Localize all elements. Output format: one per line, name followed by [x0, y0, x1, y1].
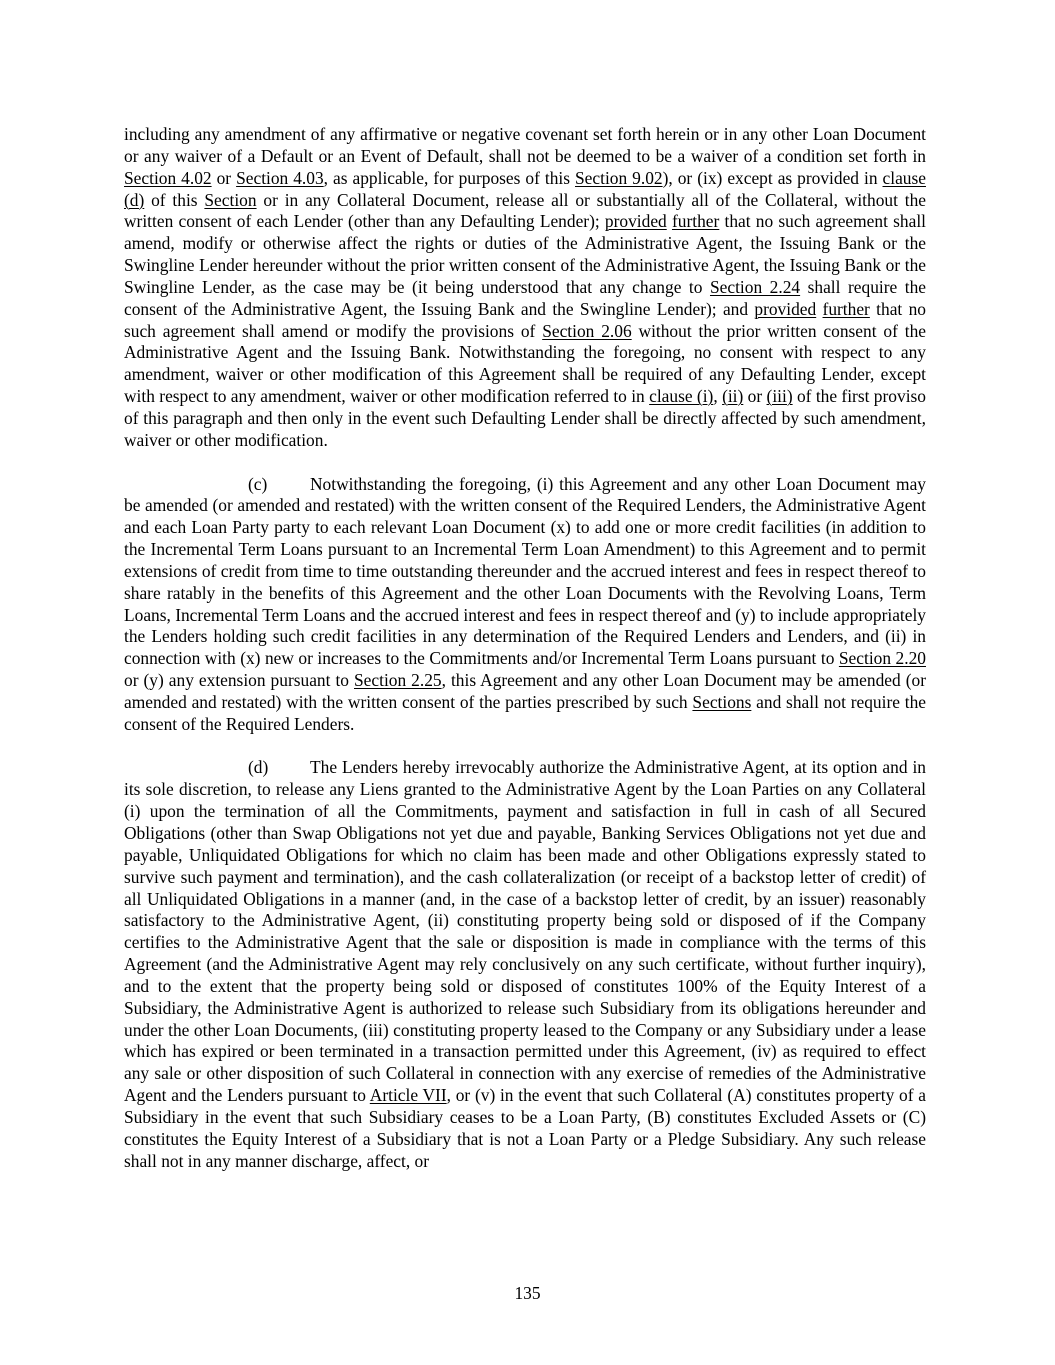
section-reference: Section 2.25 — [354, 670, 442, 691]
paragraph-c: (c) Notwithstanding the foregoing, (i) this Agreement and any other Loan Document may be amended (or amended and restated) with the written consent of the Required Lenders, the Administrative Agent and each Loan Party party to each relevant Loan Document (x) to add one or more credit facilities (in addition to the Incremental Term Loans pursuant to an Incremental Term Loan Amendment) to this Agreement and to permit extensions of credit from time to time outstanding thereunder and the accrued interest and fees in respect thereof to share ratably in the benefits of this Agreement and the other Loan Documents with the Revolving Loans, Term Loans, Incremental Term Loans and the accrued interest and fees in respect thereof and (y) to include appropriately the Lenders holding such credit facilities in any determination of the Required Lenders and Lenders, and (ii) in connection with (x) new or increases to the Commitments and/or Incremental Term Loans pursuant to Section 2.20 or (y) any extension pursuant to Section 2.25, this Agreement and any other Loan Document may be amended (or amended and restated) with the written consent of the parties prescribed by such Sections and shall not require the consent of the Required Lenders. — [124, 473, 927, 734]
section-reference: Section 2.24 — [709, 276, 801, 297]
clause-reference: clause (d) — [124, 167, 926, 210]
section-reference: Section 4.02 — [124, 167, 212, 188]
section-reference: Section 2.20 — [838, 648, 926, 669]
section-reference: Section 9.02 — [575, 167, 663, 188]
paragraph-label: (d) — [248, 757, 269, 778]
clause-reference: (iii) — [766, 386, 793, 407]
section-reference: Section 2.06 — [542, 320, 632, 341]
article-reference: Article VII — [369, 1085, 447, 1106]
document-page — [124, 124, 926, 1173]
section-reference: Section 4.03 — [236, 167, 324, 188]
proviso-term: further — [671, 211, 720, 232]
proviso-term: provided — [604, 211, 667, 232]
paragraph-continuation: including any amendment of any affirmative or negative covenant set forth herein or in any other Loan Document or any waiver of a Default or an Event of Default, shall not be deemed to be a waiver of a condition set forth in Section 4.02 or Section 4.03, as applicable, for purposes of this Section 9.02), or (ix) except as provided in clause (d) of this Section or in any Collateral Document, release all or substantially all of the Collateral, without the written consent of each Lender (other than any Defaulting Lender); provided further that no such agreement shall amend, modify or otherwise affect the rights or duties of the Administrative Agent, the Issuing Bank or the Swingline Lender hereunder without the prior written consent of the Administrative Agent, the Issuing Bank or the Swingline Lender, as the case may be (it being understood that any change to Section 2.24 shall require the consent of the Administrative Agent, the Issuing Bank and the Swingline Lender); and provided further that no such agreement shall amend or modify the provisions of Section 2.06 without the prior written consent of the Administrative Agent and the Issuing Bank. Notwithstanding the foregoing, no consent with respect to any amendment, waiver or other modification of this Agreement shall be required of any Defaulting Lender, except with respect to any amendment, waiver or other modification referred to in clause (i), (ii) or (iii) of the first proviso of this paragraph and then only in the event such Defaulting Lender shall be directly affected by such amendment, waiver or other modification. — [124, 124, 926, 450]
page-number: 135 — [514, 1283, 541, 1303]
paragraph-d: (d) The Lenders hereby irrevocably authorize the Administrative Agent, at its option and in its sole discretion, to release any Liens granted to the Administrative Agent by the Loan Parties on any Collateral (i) upon the termination of all the Commitments, payment and satisfaction in full in cash of all Secured Obligations (other than Swap Obligations not yet due and payable, Banking Services Obligations not yet due and payable, Unliquidated Obligations for which no claim has been made and other Obligations expressly stated to survive such payment and termination), and the cash collateralization (or receipt of a backstop letter of credit) of all Unliquidated Obligations in a manner (and, in the case of a backstop letter of credit, by an issuer) reasonably satisfactory to the Administrative Agent, (ii) constituting property being sold or disposed of if the Company certifies to the Administrative Agent that the sale or disposition is made in compliance with the terms of this Agreement (and the Administrative Agent may rely conclusively on any such certificate, without further inquiry), and to the extent that the property being sold or disposed of constitutes 100% of the Equity Interest of a Subsidiary, the Administrative Agent is authorized to release such Subsidiary from its obligations hereunder and under the other Loan Documents, (iii) constituting property leased to the Company or any Subsidiary under a lease which has expired or been terminated in a transaction permitted under this Agreement, (iv) as required to effect any sale or other disposition of such Collateral in connection with any exercise of remedies of the Administrative Agent and the Lenders pursuant to Article VII, or (v) in the event that such Collateral (A) constitutes property of a Subsidiary in the event that such Subsidiary ceases to be a Loan Party, (B) constitutes Excluded Assets or (C) constitutes the Equity Interest of a Subsidiary that is not a Loan Party or a Pledge Subsidiary. Any such release shall not in any manner discharge, affect, or — [124, 757, 926, 1171]
section-reference: Sections — [692, 691, 752, 712]
clause-reference: clause (i) — [649, 386, 714, 407]
clause-reference: (ii) — [722, 386, 744, 407]
proviso-term: provided — [754, 298, 817, 319]
proviso-term: further — [822, 298, 870, 319]
paragraph-label: (c) — [248, 473, 268, 494]
section-reference: Section — [204, 189, 257, 210]
